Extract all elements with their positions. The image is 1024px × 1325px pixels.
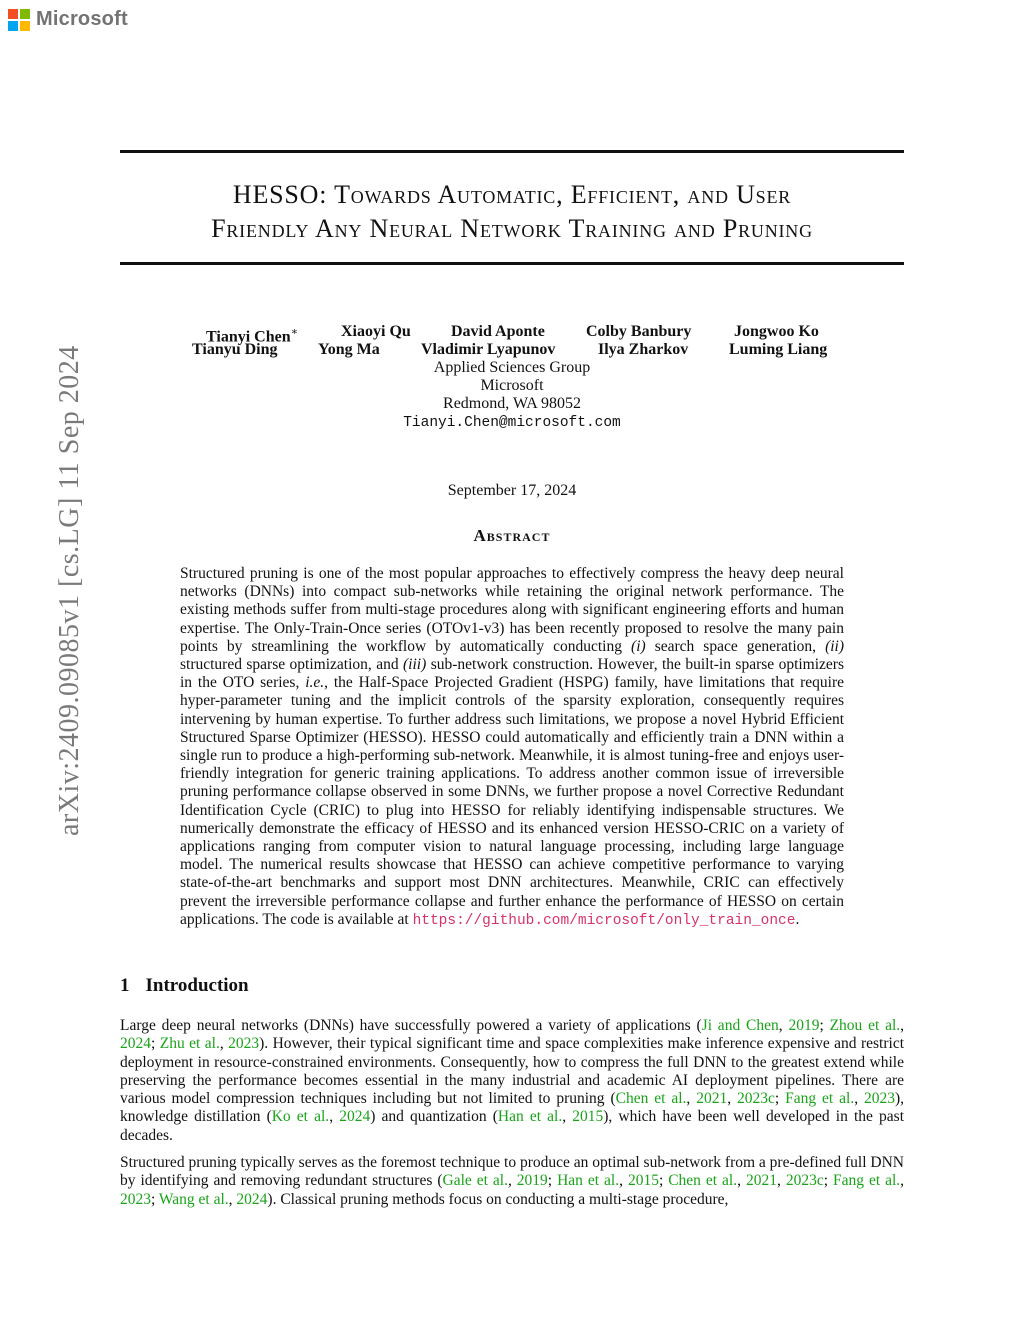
citation-link[interactable]: 2023	[864, 1090, 895, 1108]
citation-link[interactable]: 2021	[745, 1172, 777, 1190]
citation-link[interactable]: 2015	[627, 1172, 659, 1190]
section-heading	[120, 975, 249, 997]
paper-title	[120, 178, 904, 246]
text-span: ,	[329, 1108, 340, 1126]
author-block	[120, 323, 904, 433]
author-name: Luming Liang	[729, 341, 828, 358]
text-span: ) and quantization (	[370, 1108, 498, 1126]
text-span: ), knowledge distillation (	[120, 1090, 905, 1126]
text-span: ;	[658, 1172, 669, 1190]
intro-paragraph-2	[120, 1154, 904, 1209]
text-span: ,	[778, 1017, 789, 1034]
abstract-span: .	[795, 910, 800, 928]
text-span: ), which have been well developed in the past decades.	[120, 1108, 904, 1144]
citation-link[interactable]: Ji and Chen	[701, 1017, 779, 1034]
text-span: ;	[774, 1090, 786, 1108]
code-url-link[interactable]: https://github.com/microsoft/only_train_once	[412, 912, 796, 929]
logo-square-green	[20, 9, 30, 19]
text-span: ,	[776, 1172, 786, 1190]
text-span: ,	[619, 1172, 628, 1190]
citation-link[interactable]: 2021	[696, 1090, 728, 1108]
author-row-1	[120, 323, 904, 346]
microsoft-logo-icon	[8, 9, 30, 31]
citation-link[interactable]: Chen et al.	[615, 1090, 687, 1108]
abstract-span: search space generation,	[645, 637, 826, 655]
citation-link[interactable]: Han et al.	[497, 1108, 563, 1126]
affiliation-line: Redmond, WA 98052	[443, 395, 581, 412]
text-span: ;	[819, 1017, 830, 1034]
abstract-span: structured sparse optimization, and	[180, 656, 404, 674]
author-name: David Aponte	[451, 323, 545, 340]
abstract-italic: (ii)	[825, 637, 845, 655]
abstract-italic: i.e.	[305, 674, 325, 692]
text-span: Structured pruning typically serves as the foremost technique to produce an optimal sub-network from a pre-defined full DNN by identifying and removing redundant structures (	[120, 1154, 904, 1190]
abstract-span: , the Half-Space Projected Gradient (HSPG) family, have limitations that require hyper-parameter tuning and the implicit controls of the sparsity exploration, consequently requires intervening by human expertise. To further address such limitations, we propose a novel Hybrid Efficient Structured Sparse Optimizer (HESSO). HESSO could automatically and efficiently train a DNN within a single run to produce a high-performing sub-network. Meanwhile, it is almost tuning-free and enjoys user-friendly integration for generic training applications. To address another common issue of irreversible pruning performance collapse observed in some DNNs, we further propose a novel Corrective Redundant Identification Cycle (CRIC) to plug into HESSO for reliably identifying indispensable structures. We numerically demonstrate the efficacy of HESSO and its enhanced version HESSO-CRIC on a variety of applications ranging from computer vision to natural language processing, including large language model. The numerical results showcase that HESSO can achieve competitive performance to varying state-of-the-art benchmarks and support most DNN architectures. Meanwhile, CRIC can effectively prevent the irreversible performance collapse and further enhance the performance of HESSO on certain applications. The code is available at	[180, 674, 845, 928]
text-span: ,	[219, 1035, 229, 1053]
author-name: Xiaoyi Qu	[341, 323, 411, 340]
citation-link[interactable]: Gale et al.	[442, 1172, 508, 1190]
text-span: ,	[854, 1090, 864, 1108]
title-bottom-rule	[120, 262, 904, 265]
abstract-italic: (iii)	[403, 656, 427, 674]
section-title: Introduction	[145, 975, 249, 996]
title-top-rule	[120, 150, 904, 153]
arxiv-stamp: arXiv:2409.09085v1 [cs.LG] 11 Sep 2024	[54, 345, 85, 836]
citation-link[interactable]: 2023	[120, 1190, 151, 1208]
text-span: ). However, their typical significant time and space complexities make inference expensive and restrict deployment in resource-constrained environments. Consequently, how to compress the full DNN to the greatest extend while preserving the performance becomes essential in the many industrial and academic AI deployment pipelines. There are various model compression techniques including but not limited to pruning (	[120, 1035, 904, 1108]
text-span: ;	[823, 1172, 833, 1190]
citation-link[interactable]: Chen et al.	[668, 1172, 738, 1190]
text-span: ,	[900, 1017, 905, 1034]
text-span: ,	[562, 1108, 573, 1126]
abstract-span: sub-network construction. However, the built-in sparse optimizers in the OTO series,	[180, 656, 844, 692]
citation-link[interactable]: 2024	[339, 1108, 371, 1126]
text-span: ;	[151, 1190, 159, 1208]
corresponding-mark: ∗	[290, 326, 299, 338]
text-span: ,	[737, 1172, 746, 1190]
citation-link[interactable]: Han et al.	[557, 1172, 620, 1190]
abstract-span: Structured pruning is one of the most popular approaches to effectively compress the heavy deep neural networks (DNNs) into compact sub-networks while retaining the original network performance. The existing methods suffer from multi-stage procedures along with significant engineering efforts and human expertise. The Only-Train-Once series (OTOv1-v3) has been recently proposed to resolve the many pain points by streamlining the workflow by automatically conducting	[180, 565, 844, 655]
text-span: ;	[547, 1172, 558, 1190]
citation-link[interactable]: Fang et al.	[785, 1090, 855, 1108]
text-span: Large deep neural networks (DNNs) have successfully powered a variety of applications (	[120, 1017, 702, 1034]
title-line-2: Friendly Any Neural Network Training and Pruning	[211, 214, 813, 243]
citation-link[interactable]: 2023	[228, 1035, 260, 1053]
logo-square-blue	[8, 21, 18, 31]
author-name: Yong Ma	[318, 341, 380, 358]
author-name-text: Tianyi Chen	[206, 328, 291, 346]
citation-link[interactable]: 2019	[516, 1172, 548, 1190]
text-span: ,	[900, 1172, 905, 1190]
author-name: Tianyu Ding	[192, 341, 278, 358]
text-span: ,	[727, 1090, 738, 1108]
author-name: Vladimir Lyapunov	[421, 341, 556, 358]
abstract-text	[180, 565, 844, 930]
citation-link[interactable]: 2024	[120, 1035, 151, 1053]
text-span: ,	[228, 1190, 237, 1208]
logo-wordmark: Microsoft	[36, 8, 128, 30]
text-span: ). Classical pruning methods focus on conducting a multi-stage procedure,	[267, 1190, 729, 1208]
citation-link[interactable]: 2024	[236, 1190, 268, 1208]
paper-date: September 17, 2024	[447, 482, 577, 499]
author-name: Ilya Zharkov	[598, 341, 689, 358]
abstract-italic: (i)	[631, 637, 646, 655]
affiliation-line: Applied Sciences Group	[433, 359, 591, 376]
citation-link[interactable]: Fang et al.	[832, 1172, 901, 1190]
text-span: ;	[151, 1035, 160, 1053]
text-span: ,	[507, 1172, 517, 1190]
citation-link[interactable]: Zhou et al.	[829, 1017, 901, 1034]
citation-link[interactable]: 2023c	[737, 1090, 775, 1108]
logo-square-yellow	[20, 21, 30, 31]
citation-link[interactable]: 2023c	[785, 1172, 824, 1190]
citation-link[interactable]: 2015	[572, 1108, 604, 1126]
author-name: Jongwoo Ko	[734, 323, 819, 340]
author-row-2	[120, 341, 904, 359]
microsoft-logo	[8, 8, 128, 31]
section-number: 1	[120, 975, 130, 996]
logo-square-red	[8, 9, 18, 19]
citation-link[interactable]: Wang et al.	[158, 1190, 229, 1208]
citation-link[interactable]: 2019	[788, 1017, 820, 1034]
affiliation-line: Microsoft	[480, 377, 544, 394]
citation-link[interactable]: Zhu et al.	[159, 1035, 220, 1053]
citation-link[interactable]: Ko et al.	[271, 1108, 330, 1126]
text-span: ,	[686, 1090, 697, 1108]
abstract-heading: Abstract	[473, 526, 551, 545]
intro-paragraph-1	[120, 1017, 904, 1145]
author-email: Tianyi.Chen@microsoft.com	[403, 415, 621, 431]
author-name: Colby Banbury	[586, 323, 692, 340]
title-line-1: HESSO: Towards Automatic, Efficient, and User	[232, 180, 792, 209]
